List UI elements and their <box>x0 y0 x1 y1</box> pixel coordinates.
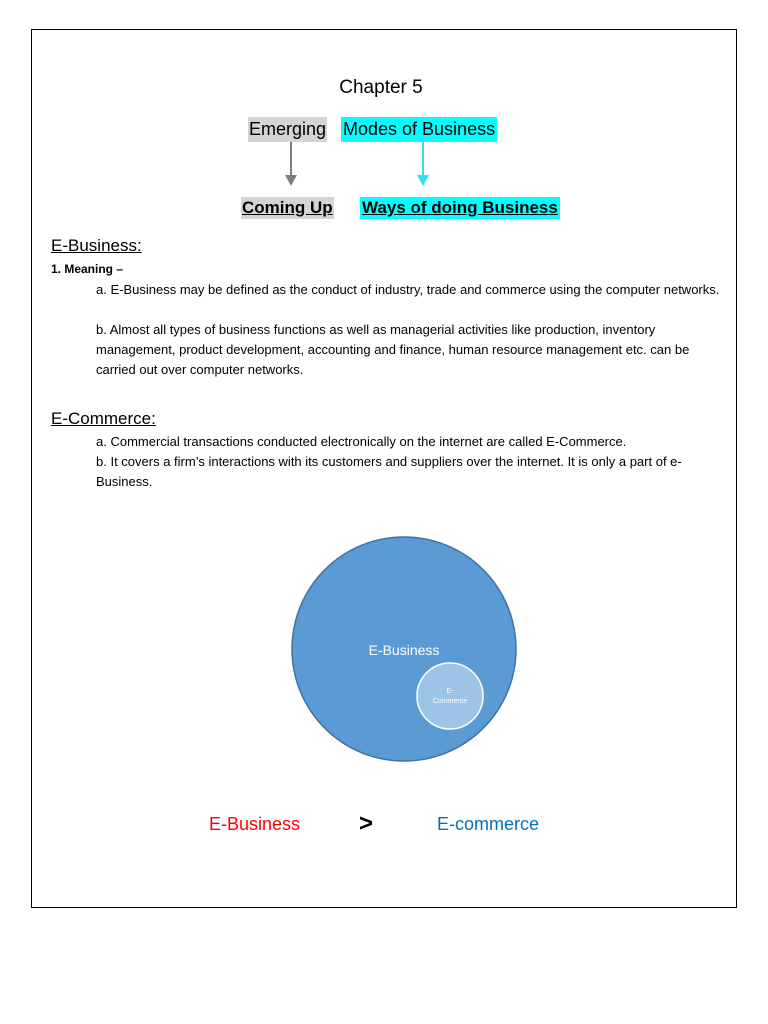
heading-e-business: E-Business: <box>51 236 142 255</box>
compare-e-business: E-Business <box>209 814 301 834</box>
e-commerce-circle-label-line1: E- <box>446 688 454 695</box>
subtitle-ways-of-doing-business: Ways of doing Business <box>362 198 558 217</box>
heading-e-commerce: E-Commerce: <box>51 409 156 428</box>
e-commerce-circle-label-line2: Commerce <box>432 698 468 705</box>
compare-e-commerce: E-commerce <box>437 814 540 834</box>
e-business-circle-label: E-Business <box>368 642 440 658</box>
e-commerce-item-a: a. Commercial transactions conducted electronically on the internet are called E-Commerce. <box>96 434 627 449</box>
e-business-item-b: b. Almost all types of business functions as well as managerial activities like production, inventory management, product development, accounting and finance, human resource management etc. can be carried out over computer networks. <box>96 322 690 377</box>
e-commerce-circle <box>417 663 483 729</box>
title-modes-of-business: Modes of Business <box>341 117 497 142</box>
e-business-item-a: a. E-Business may be defined as the conduct of industry, trade and commerce using the computer networks. <box>96 282 720 297</box>
title-emerging: Emerging <box>248 117 327 142</box>
point-meaning: 1. Meaning – <box>51 262 124 276</box>
subtitle-coming-up: Coming Up <box>242 198 333 217</box>
compare-greater-than: > <box>359 810 374 837</box>
e-commerce-item-b: b. It covers a firm’s interactions with its customers and suppliers over the internet. It is only a part of e-Business. <box>96 454 682 489</box>
chapter-title: Chapter 5 <box>339 77 423 98</box>
